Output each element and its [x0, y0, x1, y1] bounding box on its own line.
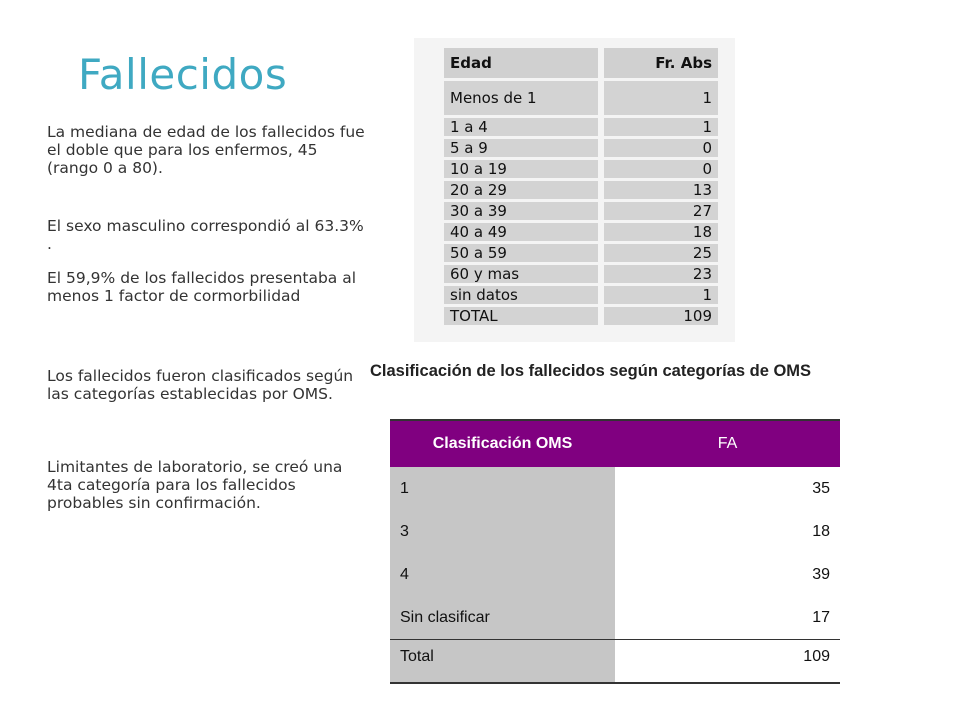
bullet-male-sex: El sexo masculino correspondió al 63.3% . — [47, 217, 364, 253]
table-row — [444, 304, 718, 325]
slide-title: Fallecidos — [78, 50, 288, 99]
oms-category-cell: 3 — [390, 510, 615, 553]
table-row — [444, 78, 718, 115]
oms-fa-cell: 35 — [615, 467, 840, 510]
table-row — [390, 467, 840, 510]
oms-total-label: Total — [390, 640, 615, 684]
oms-fa-cell: 18 — [615, 510, 840, 553]
oms-fa-cell: 17 — [615, 596, 840, 640]
age-count-cell: 25 — [604, 241, 718, 262]
bullet-comorbidity: El 59,9% de los fallecidos presentaba al menos 1 factor de cormorbilidad — [47, 269, 357, 305]
table-row — [444, 220, 718, 241]
age-count-cell: 1 — [604, 283, 718, 304]
age-header-edad: Edad — [444, 48, 604, 78]
age-count-cell: 23 — [604, 262, 718, 283]
age-header-frabs: Fr. Abs — [604, 48, 718, 78]
age-count-cell: 1 — [604, 78, 718, 115]
age-table-image — [414, 38, 735, 342]
age-count-cell: 18 — [604, 220, 718, 241]
oms-table-header — [390, 420, 840, 467]
age-table-header — [444, 48, 718, 78]
bullet-lab-limitations: Limitantes de laboratorio, se creó una 4ta categoría para los fallecidos probables sin confirmación. — [47, 458, 343, 512]
oms-total-row — [390, 640, 840, 684]
table-row — [444, 199, 718, 220]
age-cell: 40 a 49 — [444, 220, 604, 241]
age-cell: 20 a 29 — [444, 178, 604, 199]
oms-table — [390, 419, 840, 684]
age-cell: 5 a 9 — [444, 136, 604, 157]
table-row — [390, 553, 840, 596]
table-row — [444, 262, 718, 283]
age-cell: Menos de 1 — [444, 78, 604, 115]
age-cell: 50 a 59 — [444, 241, 604, 262]
table-row — [444, 241, 718, 262]
oms-category-cell: Sin clasificar — [390, 596, 615, 640]
oms-total-value: 109 — [615, 640, 840, 684]
table-row — [390, 596, 840, 640]
age-cell: sin datos — [444, 283, 604, 304]
table-row — [444, 157, 718, 178]
oms-category-cell: 4 — [390, 553, 615, 596]
table-row — [444, 115, 718, 136]
age-cell: 10 a 19 — [444, 157, 604, 178]
age-table — [444, 48, 718, 325]
age-cell: 1 a 4 — [444, 115, 604, 136]
oms-fa-cell: 39 — [615, 553, 840, 596]
age-count-cell: 1 — [604, 115, 718, 136]
oms-header-classification: Clasificación OMS — [390, 420, 615, 467]
bullet-median-age: La mediana de edad de los fallecidos fue el doble que para los enfermos, 45 (rango 0 a 80). — [47, 123, 365, 177]
oms-header-fa: FA — [615, 420, 840, 467]
age-count-cell: 0 — [604, 136, 718, 157]
table-row — [444, 178, 718, 199]
age-total-label: TOTAL — [444, 304, 604, 325]
age-count-cell: 0 — [604, 157, 718, 178]
age-count-cell: 27 — [604, 199, 718, 220]
age-count-cell: 13 — [604, 178, 718, 199]
age-cell: 30 a 39 — [444, 199, 604, 220]
oms-table-caption: Clasificación de los fallecidos según categorías de OMS — [370, 362, 812, 380]
bullet-oms-classification: Los fallecidos fueron clasificados según las categorías establecidas por OMS. — [47, 367, 354, 403]
age-total-value: 109 — [604, 304, 718, 325]
age-cell: 60 y mas — [444, 262, 604, 283]
table-row — [444, 136, 718, 157]
table-row — [444, 283, 718, 304]
table-row — [390, 510, 840, 553]
oms-category-cell: 1 — [390, 467, 615, 510]
